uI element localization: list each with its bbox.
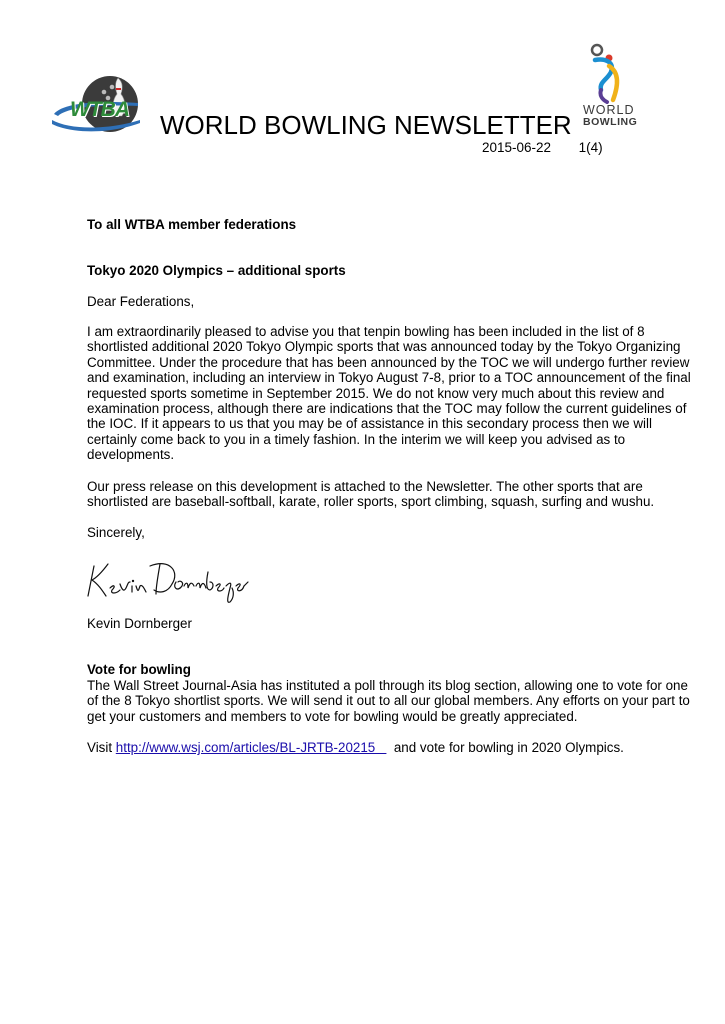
wtba-logo-text: WTBA — [70, 98, 129, 121]
page-number: 1(4) — [578, 140, 603, 155]
visit-prefix: Visit — [87, 740, 116, 755]
world-bowling-logo — [585, 42, 645, 104]
visit-line — [87, 740, 697, 755]
visit-suffix: and vote for bowling in 2020 Olympics. — [386, 740, 624, 755]
paragraph-1: I am extraordinarily pleased to advise you that tenpin bowling has been included in the list of 8 shortlisted additional 2020 Tokyo Olympic sports that was announced today by the Tokyo Organizing Committee. Under the procedure that has been announced by the TOC we will undergo further review and examination, including an interview in Tokyo August 7-8, prior to a TOC announcement of the final requested sports sometime in September 2015. We do not know very much about this review and examination process, although there are indications that the TOC may follow the current guidelines of the IOC. If it appears to us that you may be of assistance in this secondary process then we will certainly come back to you in a timely fashion. In the interim we will keep you advised as to developments. — [87, 324, 691, 463]
vote-body: The Wall Street Journal-Asia has instituted a poll through its blog section, allowing one to vote for one of the 8 Tokyo shortlist sports. We will send it out to all our global members. Any efforts on your part to get your customers and members to vote for bowling would be greatly appreciated. — [87, 678, 690, 724]
world-bowling-line2: BOWLING — [583, 116, 638, 128]
wtba-logo — [52, 70, 142, 140]
recipient-line: To all WTBA member federations — [87, 217, 297, 232]
wsj-poll-link[interactable]: http://www.wsj.com/articles/BL-JRTB-20215 — [115, 740, 387, 755]
world-bowling-line1: WORLD — [583, 103, 635, 117]
paragraph-2: Our press release on this development is attached to the Newsletter. The other sports that are shortlisted are baseball-softball, karate, roller sports, sport climbing, squash, surfing and wushu. — [87, 479, 655, 510]
newsletter-title: WORLD BOWLING NEWSLETTER — [160, 110, 572, 140]
vote-heading: Vote for bowling — [87, 662, 191, 677]
salutation: Dear Federations, — [87, 294, 195, 309]
handwritten-signature — [80, 552, 250, 608]
world-bowling-wordmark — [583, 104, 637, 128]
closing: Sincerely, — [87, 525, 145, 540]
newsletter-date: 2015-06-22 — [482, 140, 552, 155]
date-line — [482, 140, 603, 155]
subject-line: Tokyo 2020 Olympics – additional sports — [87, 263, 346, 278]
signature-name: Kevin Dornberger — [87, 616, 192, 631]
